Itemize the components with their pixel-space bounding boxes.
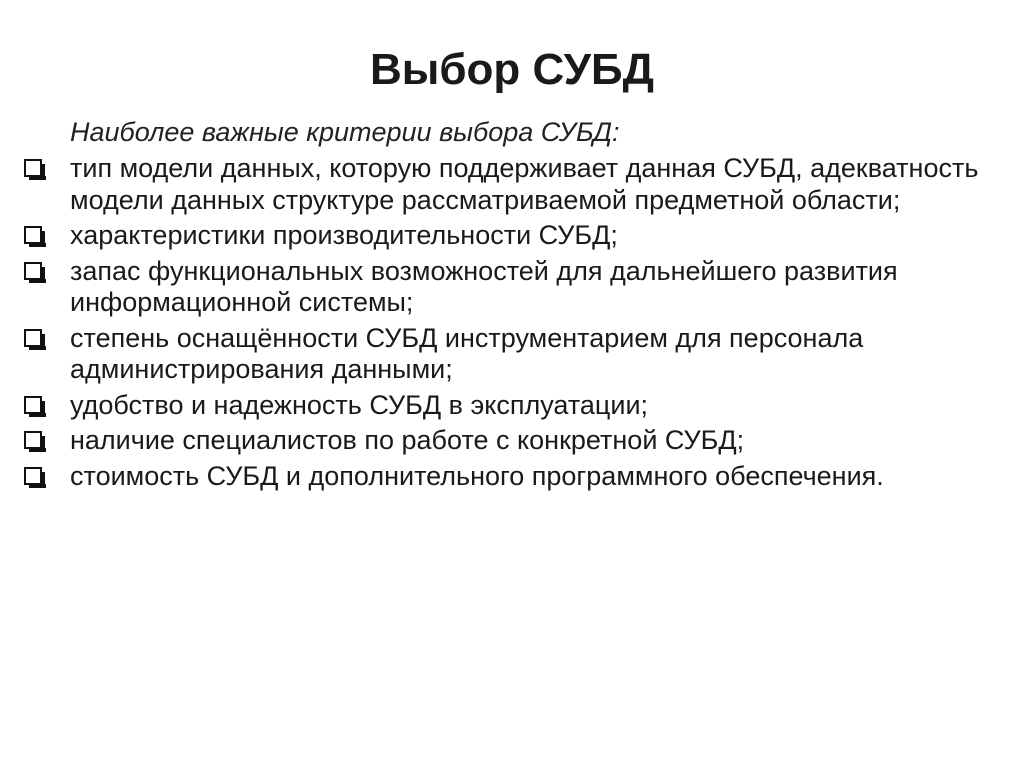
list-item — [24, 323, 1004, 386]
checkbox-icon — [24, 467, 46, 489]
list-item-text: тип модели данных, которую поддерживает данная СУБД, адекватность модели данных структуре рассматриваемой предметной области; — [70, 153, 979, 215]
criteria-list — [24, 153, 1004, 496]
list-item — [24, 153, 1004, 216]
checkbox-icon — [24, 396, 46, 418]
list-item-text: запас функциональных возможностей для дальнейшего развития информационной системы; — [70, 255, 898, 317]
checkbox-icon — [24, 262, 46, 284]
list-item-text: стоимость СУБД и дополнительного программного обеспечения. — [70, 460, 884, 491]
list-item-text: удобство и надежность СУБД в эксплуатации; — [70, 389, 649, 420]
list-item-text: степень оснащённости СУБД инструментарием для персонала администрирования данными; — [70, 322, 864, 384]
list-item — [24, 220, 1004, 252]
slide-subtitle: Наиболее важные критерии выбора СУБД: — [70, 117, 620, 147]
slide-title: Выбор СУБД — [369, 45, 655, 94]
checkbox-icon — [24, 431, 46, 453]
list-item — [24, 425, 1004, 457]
list-item-text: наличие специалистов по работе с конкретной СУБД; — [70, 425, 745, 455]
checkbox-icon — [24, 226, 46, 248]
checkbox-icon — [24, 159, 46, 181]
list-item — [24, 390, 1004, 422]
list-item — [24, 256, 1004, 319]
checkbox-icon — [24, 329, 46, 351]
list-item — [24, 461, 1004, 493]
list-item-text: характеристики производительности СУБД; — [70, 220, 618, 250]
